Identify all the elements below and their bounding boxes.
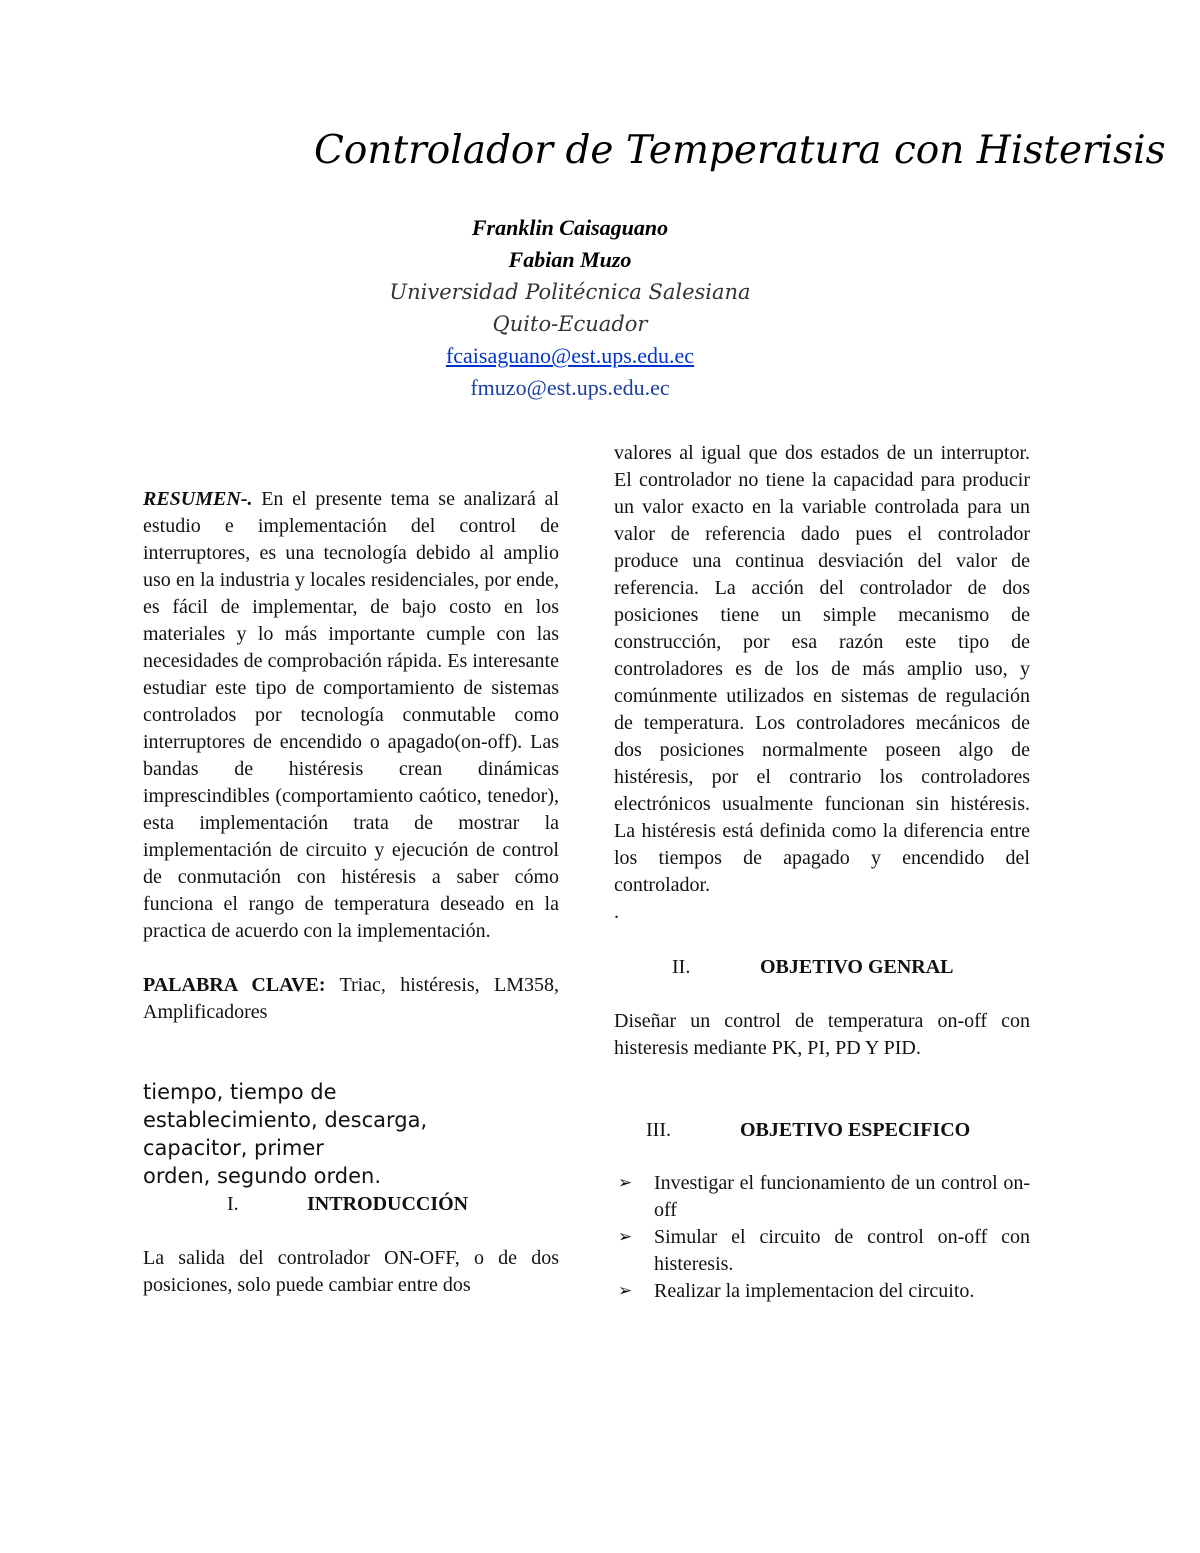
keywords-text: Triac, histéresis, LM358, Amplificadores xyxy=(143,974,559,1023)
objective-general-text: Diseñar un control de temperatura on-off con histeresis mediante PK, PI, PD Y PID. xyxy=(614,1010,1030,1059)
section-title: OBJETIVO GENRAL xyxy=(760,956,954,978)
section-heading xyxy=(143,1190,559,1218)
intro-continuation: valores al igual que dos estados de un interruptor. El controlador no tiene la capacidad para producir un valor exacto en la variable controlada para un valor de referencia dado pues el controlador produce una continua desviación del valor de referencia. La acción del controlador de dos posiciones tiene un simple mecanismo de construcción, por esa razón este tipo de controladores es de los de más amplio uso, y comúnmente utilizados en sistemas de regulación de temperatura. Los controladores mecánicos de dos posiciones normalmente poseen algo de histéresis, por el contrario los controladores electrónicos usualmente funcionan sin histéresis. La histéresis está definida como la diferencia entre los tiempos de apagado y encendido del controlador. xyxy=(614,442,1030,896)
list-item xyxy=(614,1278,1030,1305)
keywords-extra-line: capacitor, primer xyxy=(143,1136,324,1160)
email-text: fmuzo@est.ups.edu.ec xyxy=(470,375,670,400)
left-column xyxy=(143,486,559,1299)
stray-dot: . xyxy=(614,901,619,923)
abstract-label: RESUMEN-. xyxy=(143,488,253,510)
section-heading xyxy=(614,1116,1030,1144)
right-column xyxy=(614,440,1030,1305)
section-number: I. xyxy=(227,1193,239,1215)
list-item-text: Simular el circuito de control on-off con histeresis. xyxy=(654,1226,1030,1275)
keywords-extra-line: orden, segundo orden. xyxy=(143,1164,382,1188)
abstract-text: En el presente tema se analizará al estudio e implementación del control de interruptores, es una tecnología debido al amplio uso en la industria y locales residenciales, por ende, es fácil de implementar, de bajo costo en los materiales y lo más importante cumple con las necesidades de comprobación rápida. Es interesante estudiar este tipo de comportamiento de sistemas controlados por tecnología conmutable como interruptores de encendido o apagado(on-off). Las bandas de histéresis crean dinámicas imprescindibles (comportamiento caótico, tenedor), esta implementación trata de mostrar la implementación de circuito y ejecución de control de conmutación con histéresis a saber cómo funciona el rango de temperatura deseado en la practica de acuerdo con la implementación. xyxy=(143,488,559,942)
arrowhead-bullet-icon: ➢ xyxy=(618,1281,633,1301)
keywords-extra-line: establecimiento, descarga, xyxy=(143,1108,428,1132)
author-block xyxy=(340,212,800,404)
abstract xyxy=(143,486,559,945)
section-title: INTRODUCCIÓN xyxy=(307,1193,469,1215)
section-title: OBJETIVO ESPECIFICO xyxy=(740,1119,971,1141)
intro-paragraph: La salida del controlador ON-OFF, o de dos posiciones, solo puede cambiar entre dos xyxy=(143,1247,559,1296)
list-item-text: Realizar la implementacion del circuito. xyxy=(654,1280,975,1302)
keywords xyxy=(143,972,559,1026)
paper-title: Controlador de Temperatura con Histerisis xyxy=(314,128,1166,173)
section-heading xyxy=(614,953,1030,981)
location: Quito-Ecuador xyxy=(492,312,648,336)
affiliation: Universidad Politécnica Salesiana xyxy=(389,280,751,304)
arrowhead-bullet-icon: ➢ xyxy=(618,1227,633,1247)
author-name: Fabian Muzo xyxy=(508,247,632,272)
section-number: II. xyxy=(672,956,691,978)
list-item xyxy=(614,1224,1030,1278)
list-item-text: Investigar el funcionamiento de un control on-off xyxy=(654,1172,1030,1221)
keywords-extra-line: tiempo, tiempo de xyxy=(143,1080,337,1104)
list-item xyxy=(614,1170,1030,1224)
email-link-text[interactable]: fcaisaguano@est.ups.edu.ec xyxy=(445,343,695,368)
arrowhead-bullet-icon: ➢ xyxy=(618,1173,633,1193)
keywords-extra xyxy=(143,1078,559,1190)
email-link[interactable] xyxy=(340,340,800,372)
objectives-list xyxy=(614,1170,1030,1305)
keywords-label: PALABRA CLAVE: xyxy=(143,974,326,996)
author-name: Franklin Caisaguano xyxy=(471,215,669,240)
section-number: III. xyxy=(646,1119,671,1141)
